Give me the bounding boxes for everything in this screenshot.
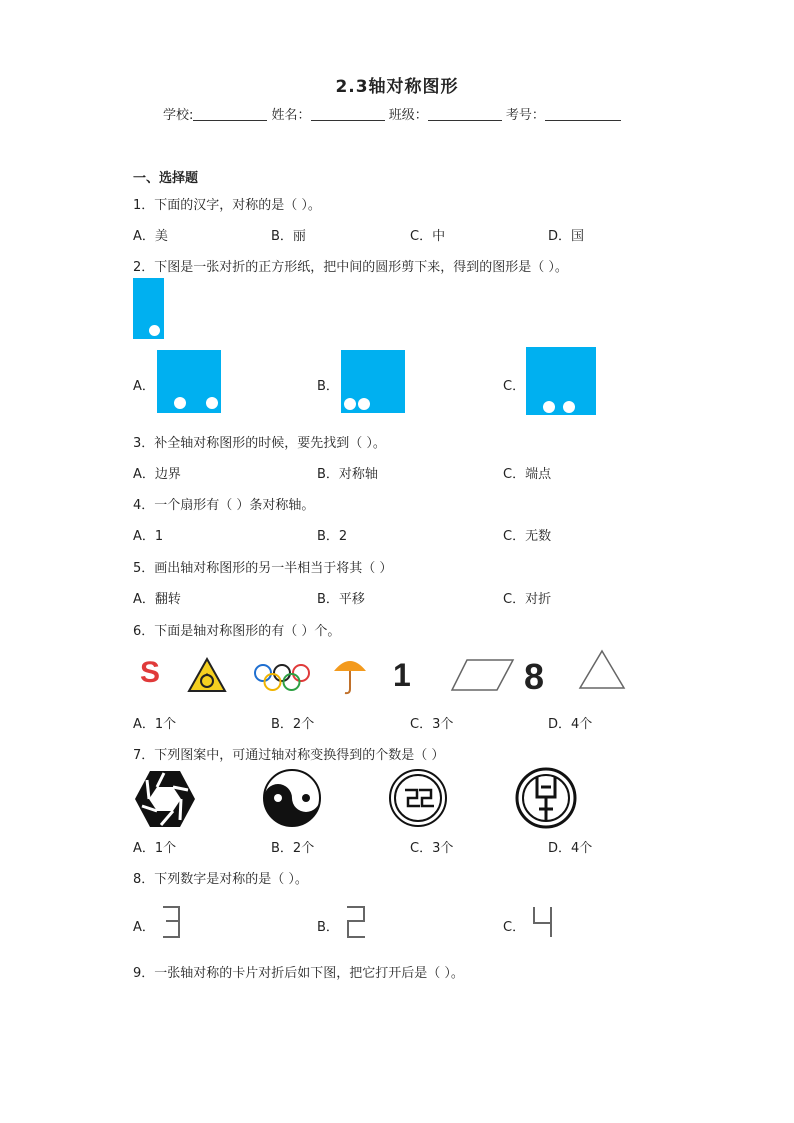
number-label: 考号： (505, 108, 545, 123)
folded-paper-figure (133, 278, 164, 339)
q6-option-c[interactable]: C．3个 (410, 717, 454, 732)
circle-hole (563, 401, 575, 413)
triangle-icon (578, 650, 626, 690)
student-info-line (163, 104, 621, 123)
question-4-stem: 4．一个扇形有（ ）条对称轴。 (133, 498, 315, 513)
q7-option-c[interactable]: C．3个 (410, 841, 454, 856)
question-3-stem: 3．补全轴对称图形的时候，要先找到（ ）。 (133, 436, 386, 451)
q3-option-c[interactable]: C．端点 (503, 467, 552, 482)
olympic-rings-icon (253, 663, 313, 693)
q2-option-c-figure[interactable] (526, 347, 596, 415)
q1-option-c[interactable]: C．中 (410, 229, 446, 244)
q2-option-b-figure[interactable] (341, 350, 405, 413)
q3-option-a[interactable]: A．边界 (133, 467, 181, 482)
q1-option-a[interactable]: A．美 (133, 229, 168, 244)
question-1-stem: 1．下面的汉字，对称的是（ ）。 (133, 198, 321, 213)
question-9-stem: 9．一张轴对称的卡片对折后如下图，把它打开后是（ ）。 (133, 966, 464, 981)
page-title: 2.3轴对称图形 (335, 77, 459, 97)
icbc-logo-icon (515, 767, 577, 829)
q7-option-a[interactable]: A．1个 (133, 841, 177, 856)
q5-option-c[interactable]: C．对折 (503, 592, 552, 607)
q5-option-b[interactable]: B．平移 (317, 592, 365, 607)
yin-yang-icon (262, 768, 322, 828)
circle-hole (206, 397, 218, 409)
q6-option-a[interactable]: A．1个 (133, 717, 177, 732)
class-blank[interactable] (428, 108, 502, 121)
q2-option-a-figure[interactable] (157, 350, 221, 413)
q6-option-b[interactable]: B．2个 (271, 717, 315, 732)
q4-option-b[interactable]: B．2 (317, 529, 348, 544)
camera-aperture-icon (134, 770, 196, 828)
digit-1-figure: 1 (393, 657, 411, 693)
q5-option-a[interactable]: A．翻转 (133, 592, 181, 607)
question-5-stem: 5．画出轴对称图形的另一半相当于将其（ ） (133, 561, 393, 576)
q3-option-b[interactable]: B．对称轴 (317, 467, 378, 482)
q6-option-d[interactable]: D．4个 (548, 717, 593, 732)
q2-option-a[interactable]: A． (133, 379, 155, 394)
digital-3-icon[interactable] (160, 904, 184, 940)
q1-option-d[interactable]: D．国 (548, 229, 585, 244)
digit-8-figure: 8 (524, 656, 545, 697)
section-heading: 一、选择题 (133, 171, 199, 186)
question-7-stem: 7．下列图案中，可通过轴对称变换得到的个数是（ ） (133, 748, 445, 763)
q7-option-b[interactable]: B．2个 (271, 841, 315, 856)
class-label: 班级： (388, 108, 428, 123)
letter-s-figure: S (140, 656, 161, 689)
umbrella-icon (333, 655, 367, 697)
question-6-stem: 6．下面是轴对称图形的有（ ）个。 (133, 624, 341, 639)
circle-hole (358, 398, 370, 410)
recycle-warning-icon (187, 657, 227, 693)
q4-option-a[interactable]: A．1 (133, 529, 164, 544)
parallelogram-icon (451, 658, 515, 692)
q8-option-b[interactable]: B． (317, 920, 339, 935)
q4-option-c[interactable]: C．无数 (503, 529, 552, 544)
question-2-stem: 2．下图是一张对折的正方形纸，把中间的圆形剪下来，得到的图形是（ ）。 (133, 260, 568, 275)
name-blank[interactable] (311, 108, 385, 121)
q2-option-b[interactable]: B． (317, 379, 339, 394)
digital-4-icon[interactable] (530, 904, 556, 940)
circle-hole (149, 325, 160, 336)
bank-logo-icon (388, 768, 448, 828)
number-blank[interactable] (545, 108, 621, 121)
q8-option-a[interactable]: A． (133, 920, 155, 935)
question-8-stem: 8．下列数字是对称的是（ ）。 (133, 872, 308, 887)
school-blank[interactable] (193, 108, 267, 121)
q8-option-c[interactable]: C． (503, 920, 526, 935)
q1-option-b[interactable]: B．丽 (271, 229, 306, 244)
circle-hole (174, 397, 186, 409)
digital-2-icon[interactable] (343, 904, 369, 940)
circle-hole (543, 401, 555, 413)
name-label: 姓名： (271, 108, 311, 123)
school-label: 学校: (163, 108, 194, 123)
q2-option-c[interactable]: C． (503, 379, 526, 394)
q7-option-d[interactable]: D．4个 (548, 841, 593, 856)
circle-hole (344, 398, 356, 410)
